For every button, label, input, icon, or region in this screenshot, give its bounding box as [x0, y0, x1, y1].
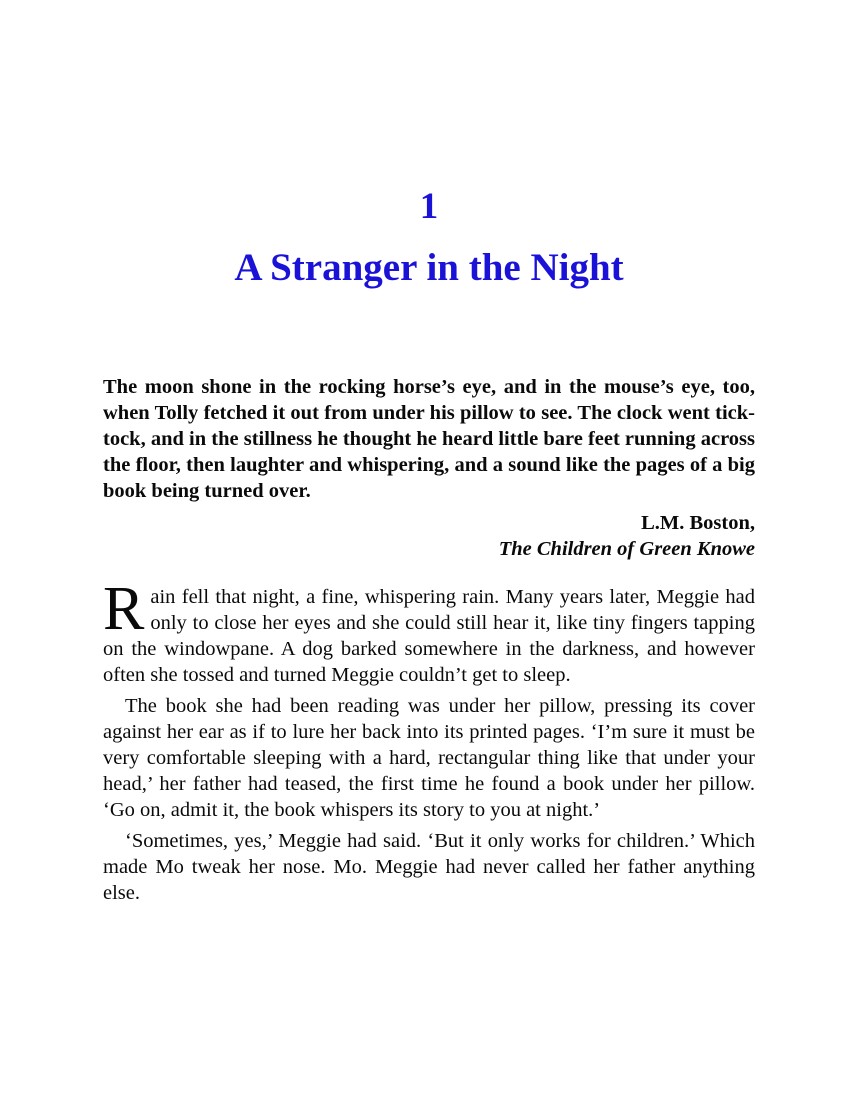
- chapter-title: A Stranger in the Night: [234, 246, 624, 289]
- body-text: [103, 575, 755, 906]
- epigraph-text: The moon shone in the rocking horse’s eye, and in the mouse’s eye, too, when Tolly fetched it out from under his pillow to see. The clock went tick-tock, and in the stillness he thought he heard little bare feet running across the floor, then laughter and whispering, and a sound like the pages of a big book being turned over.: [103, 376, 755, 502]
- body-paragraph-1-text: ain fell that night, a fine, whispering rain. Many years later, Meggie had only to close her eyes and she could still hear it, like tiny fingers tapping on the windowpane. A dog barked somewhere in the darkness, and however often she tossed and turned Meggie couldn’t get to sleep.: [103, 586, 755, 686]
- body-paragraph-2: The book she had been reading was under her pillow, pressing its cover against her ear as if to lure her back into its printed pages. ‘I’m sure it must be very comfortable sleeping with a hard, rectangular thing like that under your head,’ her father had teased, the first time he found a book under her pillow. ‘Go on, admit it, the book whispers its story to you at night.’: [103, 695, 755, 821]
- epigraph-attribution-work: The Children of Green Knowe: [498, 538, 755, 560]
- body-paragraph-3: ‘Sometimes, yes,’ Meggie had said. ‘But it only works for children.’ Which made Mo tweak her nose. Mo. Meggie had never called her father anything else.: [103, 830, 755, 904]
- drop-cap: R: [103, 575, 145, 643]
- chapter-number: 1: [419, 186, 439, 227]
- page-content: [103, 0, 755, 906]
- epigraph-attribution: [103, 510, 755, 562]
- epigraph-attribution-author: L.M. Boston,: [641, 512, 755, 534]
- body-paragraph-1: [103, 575, 755, 688]
